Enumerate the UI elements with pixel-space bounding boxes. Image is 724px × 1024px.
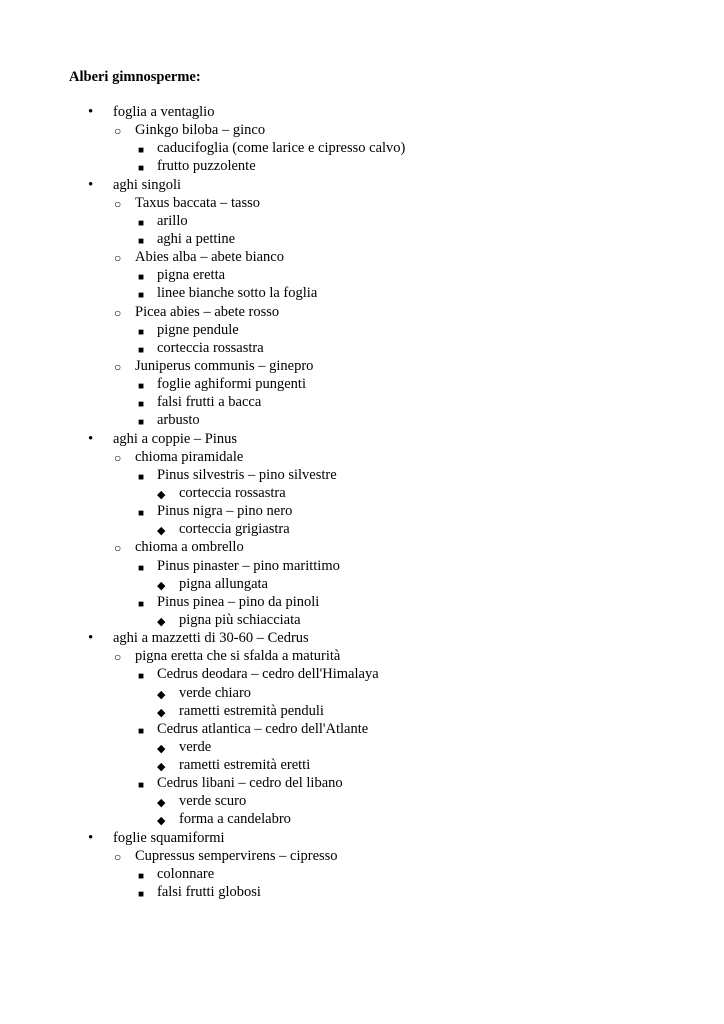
list-item-text: aghi a pettine bbox=[157, 230, 236, 247]
bullet-marker: • bbox=[88, 829, 94, 846]
bullet-marker: ■ bbox=[138, 598, 145, 610]
bullet-marker: ■ bbox=[138, 725, 145, 737]
list-item-level-4 bbox=[0, 738, 724, 756]
list-item-text: verde chiaro bbox=[179, 684, 252, 701]
bullet-marker: ■ bbox=[138, 145, 145, 157]
bullet-marker: ◆ bbox=[157, 615, 166, 628]
list-item-text: foglie squamiformi bbox=[113, 829, 225, 846]
bullet-marker: ■ bbox=[138, 870, 145, 882]
list-item-text: Abies alba – abete bianco bbox=[135, 249, 284, 266]
list-item-level-3 bbox=[0, 284, 724, 302]
list-item-text: verde bbox=[179, 738, 212, 755]
list-item-text: rametti estremità penduli bbox=[179, 702, 324, 719]
list-item-text: aghi a mazzetti di 30-60 – Cedrus bbox=[113, 630, 309, 647]
list-item-text: pigna più schiacciata bbox=[179, 611, 301, 628]
list-item-level-3 bbox=[0, 411, 724, 429]
list-item-text: Ginkgo biloba – ginco bbox=[135, 122, 266, 139]
list-item-level-3 bbox=[0, 339, 724, 357]
bullet-marker: ■ bbox=[138, 235, 145, 247]
list-item-level-3 bbox=[0, 321, 724, 339]
bullet-marker: ■ bbox=[138, 290, 145, 302]
bullet-marker: ○ bbox=[114, 251, 122, 266]
list-item-text: caducifoglia (come larice e cipresso calvo) bbox=[157, 140, 406, 157]
list-item-level-4 bbox=[0, 484, 724, 502]
bullet-marker: ◆ bbox=[157, 797, 166, 810]
outline-list bbox=[0, 103, 724, 901]
list-item-level-3 bbox=[0, 665, 724, 683]
list-item-text: Pinus nigra – pino nero bbox=[157, 503, 293, 520]
bullet-marker: ○ bbox=[114, 650, 122, 665]
bullet-marker: ○ bbox=[114, 196, 122, 211]
bullet-marker: • bbox=[88, 104, 94, 120]
bullet-marker: • bbox=[88, 430, 94, 447]
bullet-marker: ■ bbox=[138, 163, 145, 175]
bullet-marker: ■ bbox=[138, 562, 145, 574]
list-item-text: Cedrus atlantica – cedro dell'Atlante bbox=[157, 720, 369, 737]
bullet-marker: ■ bbox=[138, 780, 145, 792]
list-item-text: rametti estremità eretti bbox=[179, 757, 311, 774]
list-item-text: arbusto bbox=[157, 412, 200, 429]
list-item-text: falsi frutti a bacca bbox=[157, 394, 262, 411]
bullet-marker: ◆ bbox=[157, 688, 166, 701]
list-item-level-2 bbox=[0, 647, 724, 665]
list-item-level-4 bbox=[0, 756, 724, 774]
list-item-level-3 bbox=[0, 720, 724, 738]
bullet-marker: ■ bbox=[138, 217, 145, 229]
list-item-level-2 bbox=[0, 448, 724, 466]
bullet-marker: ■ bbox=[138, 326, 145, 338]
list-item-level-4 bbox=[0, 684, 724, 702]
list-item-level-3 bbox=[0, 502, 724, 520]
bullet-marker: ◆ bbox=[157, 488, 166, 501]
list-item-level-3 bbox=[0, 865, 724, 883]
list-item-level-3 bbox=[0, 466, 724, 484]
list-item-text: corteccia rossastra bbox=[157, 339, 264, 356]
list-item-text: pigna allungata bbox=[179, 575, 268, 592]
list-item-text: falsi frutti globosi bbox=[157, 884, 261, 901]
list-item-level-4 bbox=[0, 702, 724, 720]
list-item-text: pigna eretta che si sfalda a maturità bbox=[135, 648, 341, 665]
bullet-marker: ■ bbox=[138, 471, 145, 483]
list-item-text: Pinus silvestris – pino silvestre bbox=[157, 466, 337, 483]
list-item-text: Pinus pinaster – pino marittimo bbox=[157, 557, 340, 574]
list-item-text: aghi a coppie – Pinus bbox=[113, 430, 238, 447]
list-item-level-3 bbox=[0, 139, 724, 157]
bullet-marker: ○ bbox=[114, 359, 122, 374]
list-item-text: Pinus pinea – pino da pinoli bbox=[157, 593, 320, 610]
list-item-level-1 bbox=[0, 829, 724, 847]
bullet-marker: ■ bbox=[138, 889, 145, 901]
list-item-level-2 bbox=[0, 357, 724, 375]
bullet-marker: ■ bbox=[138, 671, 145, 683]
list-item-level-2 bbox=[0, 847, 724, 865]
list-item-level-4 bbox=[0, 520, 724, 538]
list-item-level-3 bbox=[0, 774, 724, 792]
list-item-level-3 bbox=[0, 393, 724, 411]
bullet-marker: ■ bbox=[138, 344, 145, 356]
list-item-text: Cedrus deodara – cedro dell'Himalaya bbox=[157, 666, 379, 683]
bullet-marker: ○ bbox=[114, 305, 122, 320]
list-item-text: chioma piramidale bbox=[135, 448, 244, 465]
list-item-text: corteccia rossastra bbox=[179, 484, 286, 501]
list-item-level-3 bbox=[0, 375, 724, 393]
list-item-text: colonnare bbox=[157, 865, 215, 882]
bullet-marker: • bbox=[88, 630, 94, 647]
list-item-text: chioma a ombrello bbox=[135, 539, 244, 556]
list-item-level-2 bbox=[0, 303, 724, 321]
list-item-text: Taxus baccata – tasso bbox=[135, 194, 261, 211]
list-item-level-3 bbox=[0, 212, 724, 230]
list-item-level-1 bbox=[0, 103, 724, 121]
list-item-text: pigne pendule bbox=[157, 321, 239, 338]
bullet-marker: ■ bbox=[138, 399, 145, 411]
bullet-marker: ○ bbox=[114, 849, 122, 864]
list-item-text: aghi singoli bbox=[113, 176, 182, 193]
bullet-marker: ◆ bbox=[157, 742, 166, 755]
list-item-level-4 bbox=[0, 792, 724, 810]
list-item-level-4 bbox=[0, 810, 724, 828]
list-item-text: frutto puzzolente bbox=[157, 158, 256, 175]
list-item-text: Picea abies – abete rosso bbox=[135, 303, 280, 320]
list-item-level-3 bbox=[0, 157, 724, 175]
list-item-text: Juniperus communis – ginepro bbox=[135, 357, 314, 374]
list-item-level-4 bbox=[0, 611, 724, 629]
list-item-level-2 bbox=[0, 194, 724, 212]
list-item-text: verde scuro bbox=[179, 793, 247, 810]
document-title: Alberi gimnosperme: bbox=[69, 69, 201, 85]
list-item-text: foglia a ventaglio bbox=[113, 104, 215, 120]
list-item-text: corteccia grigiastra bbox=[179, 521, 290, 538]
list-item-level-3 bbox=[0, 557, 724, 575]
list-item-level-2 bbox=[0, 538, 724, 556]
list-item-level-1 bbox=[0, 176, 724, 194]
bullet-marker: ◆ bbox=[157, 525, 166, 538]
list-item-text: arillo bbox=[157, 212, 188, 229]
list-item-level-1 bbox=[0, 430, 724, 448]
list-item-level-4 bbox=[0, 575, 724, 593]
list-item-level-3 bbox=[0, 230, 724, 248]
list-item-text: foglie aghiformi pungenti bbox=[157, 376, 306, 393]
bullet-marker: ■ bbox=[138, 417, 145, 429]
bullet-marker: ◆ bbox=[157, 761, 166, 774]
list-item-text: forma a candelabro bbox=[179, 811, 291, 828]
list-item-level-3 bbox=[0, 883, 724, 901]
bullet-marker: • bbox=[88, 176, 94, 193]
list-item-level-1 bbox=[0, 629, 724, 647]
bullet-marker: ◆ bbox=[157, 815, 166, 828]
list-item-level-2 bbox=[0, 121, 724, 139]
list-item-level-2 bbox=[0, 248, 724, 266]
bullet-marker: ■ bbox=[138, 508, 145, 520]
list-item-level-3 bbox=[0, 593, 724, 611]
bullet-marker: ○ bbox=[114, 124, 122, 139]
list-item-level-3 bbox=[0, 266, 724, 284]
bullet-marker: ■ bbox=[138, 272, 145, 284]
bullet-marker: ◆ bbox=[157, 579, 166, 592]
list-item-text: linee bianche sotto la foglia bbox=[157, 285, 318, 302]
list-item-text: pigna eretta bbox=[157, 267, 226, 284]
list-item-text: Cedrus libani – cedro del libano bbox=[157, 775, 343, 792]
bullet-marker: ○ bbox=[114, 541, 122, 556]
bullet-marker: ◆ bbox=[157, 706, 166, 719]
list-item-text: Cupressus sempervirens – cipresso bbox=[135, 847, 338, 864]
bullet-marker: ■ bbox=[138, 381, 145, 393]
bullet-marker: ○ bbox=[114, 450, 122, 465]
